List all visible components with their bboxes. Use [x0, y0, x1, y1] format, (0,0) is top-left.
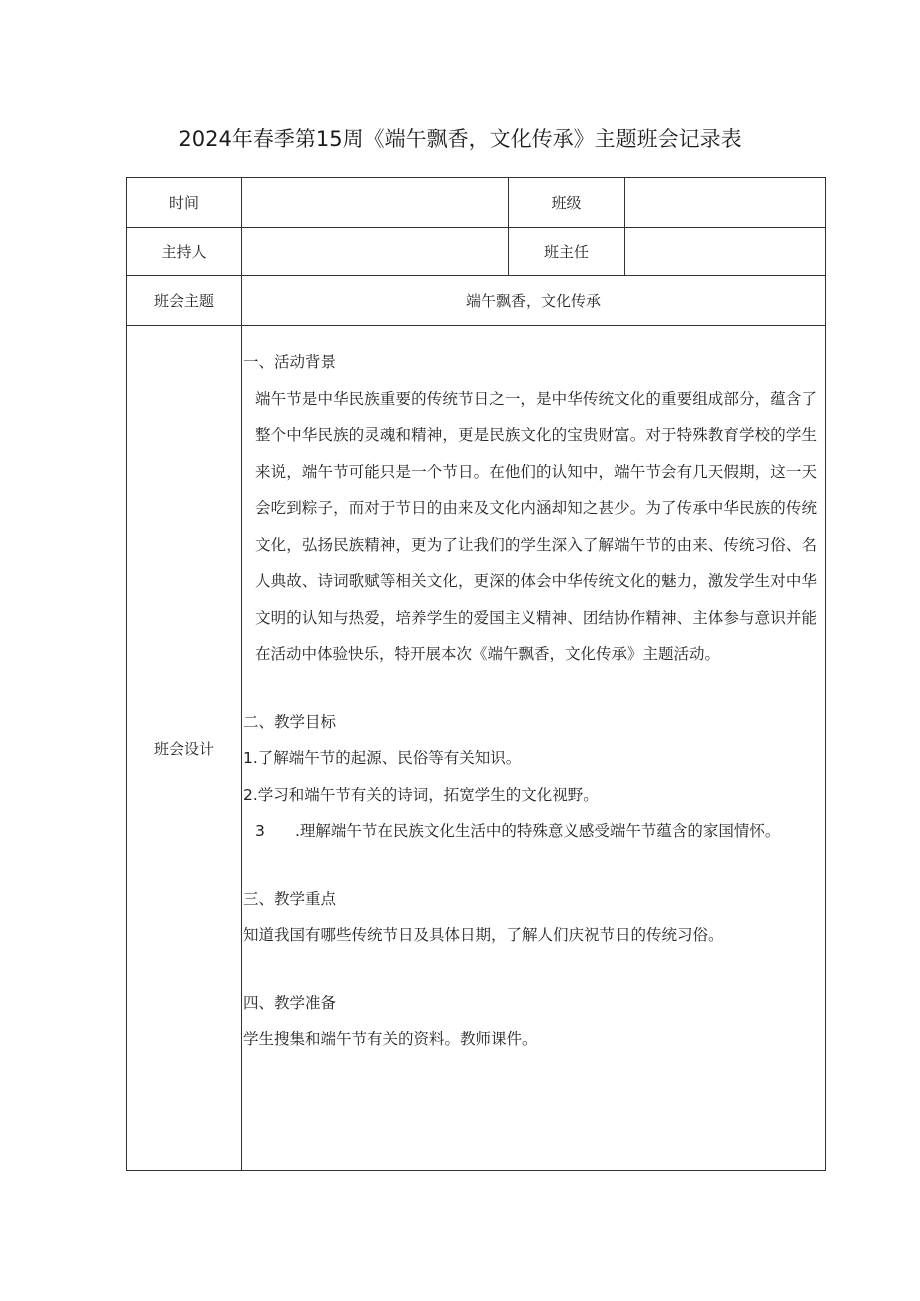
design-label: 班会设计: [127, 326, 242, 1171]
section-heading-preparation: 四、教学准备: [243, 993, 337, 1012]
section-heading-objectives: 二、教学目标: [243, 712, 337, 731]
background-paragraph: 端午节是中华民族重要的传统节日之一，是中华传统文化的重要组成部分，蕴含了整个中华民族的灵魂和精神，更是民族文化的宝贵财富。对于特殊教育学校的学生来说，端午节可能只是一个节日。在他们的认知中，端午节会有几天假期，这一天会吃到粽子，而对于节日的由来及文化内涵却知之甚少。为了传承中华民族的传统文化，弘扬民族精神，更为了让我们的学生深入了解端午节的由来、传统习俗、名人典故、诗词歌赋等相关文化，更深的体会中华传统文化的魅力，激发学生对中华文明的认知与热爱，培养学生的爱国主义精神、团结协作精神、主体参与意识并能在活动中体验快乐，特开展本次《端午飘香，文化传承》主题活动。: [255, 389, 817, 663]
objective-item-2: 2.学习和端午节有关的诗词，拓宽学生的文化视野。: [243, 785, 599, 804]
objective-item-1: 1.了解端午节的起源、民俗等有关知识。: [243, 749, 522, 767]
document-title: 2024年春季第15周《端午飘香，文化传承》主题班会记录表: [178, 127, 742, 151]
host-value[interactable]: [242, 228, 509, 276]
class-value[interactable]: [625, 178, 826, 228]
section-heading-background: 一、活动背景: [243, 353, 337, 371]
class-meeting-record-table: [126, 177, 826, 1171]
theme-label: 班会主题: [127, 276, 242, 326]
table-row: [127, 276, 826, 326]
objective-item-3: [243, 813, 817, 850]
objective-item-3-number: 3: [255, 822, 265, 840]
design-content-cell: [242, 326, 826, 1171]
design-body: [242, 326, 825, 1078]
section-heading-key-points: 三、教学重点: [243, 889, 337, 908]
table-row: [127, 178, 826, 228]
table-row: [127, 228, 826, 276]
time-value[interactable]: [242, 178, 509, 228]
time-label: 时间: [127, 178, 242, 228]
head-teacher-value[interactable]: [625, 228, 826, 276]
objective-item-3-text: .理解端午节在民族文化生活中的特殊意义感受端午节蕴含的家国情怀。: [295, 822, 781, 840]
class-label: 班级: [509, 178, 625, 228]
preparation-text: 学生搜集和端午节有关的资料。教师课件。: [243, 1030, 538, 1048]
head-teacher-label: 班主任: [509, 228, 625, 276]
key-points-text: 知道我国有哪些传统节日及具体日期，了解人们庆祝节日的传统习俗。: [243, 926, 724, 944]
table-row: [127, 326, 826, 1171]
host-label: 主持人: [127, 228, 242, 276]
theme-value: 端午飘香，文化传承: [242, 276, 826, 326]
